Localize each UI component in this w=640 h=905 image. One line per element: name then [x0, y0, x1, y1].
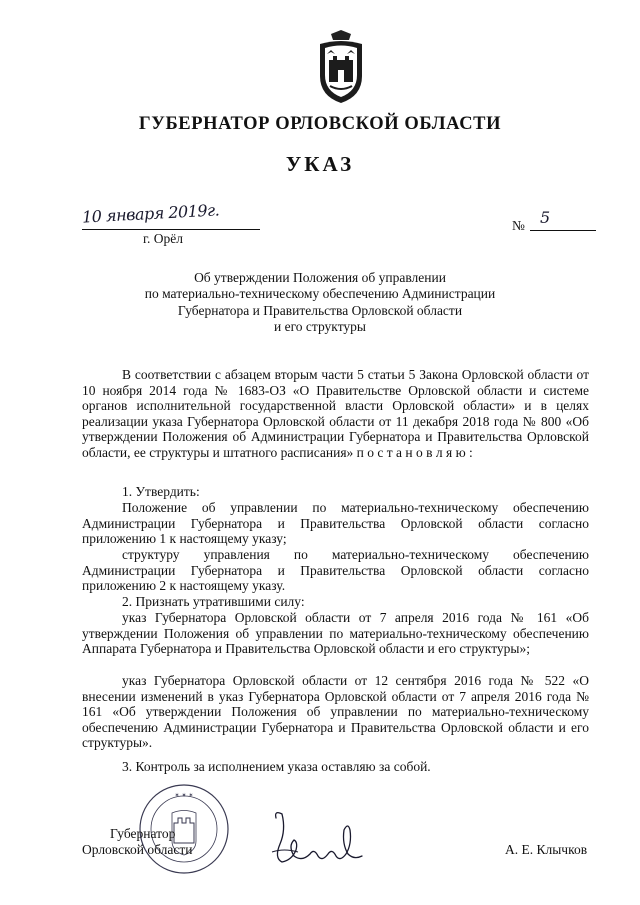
item-1-paragraph-a: Положение об управлении по материально-техническому обеспечению Администрации Губернатора и Правительства Орловской области согласно приложению 1 к настоящему указу;	[82, 500, 589, 547]
number-underline	[530, 230, 596, 231]
item-2-paragraph-a: указ Губернатора Орловской области от 7 апреля 2016 года № 161 «Об утверждении Положения об управлении по материально-техническому обеспечению Аппарата Губернатора и Правительства Орловской области и его структуры»;	[82, 610, 589, 657]
decree-subject	[120, 270, 520, 335]
oryol-coat-of-arms-icon	[316, 30, 366, 104]
subject-line: по материально-техническому обеспечению Администрации	[144, 286, 496, 302]
item-3-paragraph: 3. Контроль за исполнением указа оставляю за собой.	[122, 759, 431, 774]
date-underline	[82, 229, 260, 230]
item-2-paragraph-b: указ Губернатора Орловской области от 12 сентября 2016 года № 522 «О внесении изменений в указ Губернатора Орловской области от 7 апреля 2016 года № 161 «Об утверждении Положения об управлении по материально-техническому обеспечению Администрации Губернатора и Правительства Орловской области и его структуры».	[82, 673, 589, 751]
city-label: г. Орёл	[143, 231, 183, 246]
subject-line: Губернатора и Правительства Орловской области	[177, 302, 463, 318]
signer-name: А. Е. Клычков	[505, 842, 588, 857]
signer-position-line-2: Орловской области	[82, 842, 193, 857]
handwritten-number: 5	[540, 208, 551, 227]
number-label: №	[512, 218, 525, 233]
item-1-paragraph-b: структуру управления по материально-техническому обеспечению Администрации Губернатора и Правительства Орловской области согласно приложению 2 к настоящему указу.	[82, 547, 589, 594]
preamble-paragraph: В соответствии с абзацем вторым части 5 статьи 5 Закона Орловской области от 10 ноября 2014 года № 1683-ОЗ «О Правительстве Орловской области и системе органов исполнительной государственной власти Орловской области» и в целях реализации указа Губернатора Орловской области от 11 декабря 2018 года № 800 «Об утверждении Положения об Администрации Губернатора и Правительства Орловской области, ее структуры и штатного расписания» п о с т а н о в л я ю :	[82, 367, 589, 460]
handwritten-date: 10 января 2019г.	[81, 200, 220, 227]
document-type: УКАЗ	[285, 152, 355, 176]
handwritten-signature-icon	[262, 800, 372, 878]
item-2-heading: 2. Признать утратившими силу:	[122, 594, 305, 609]
authority-title: ГУБЕРНАТОР ОРЛОВСКОЙ ОБЛАСТИ	[138, 114, 502, 134]
item-1-heading: 1. Утвердить:	[122, 484, 200, 499]
subject-line: Об утверждении Положения об управлении	[194, 270, 446, 285]
svg-text:✶ ✶ ✶: ✶ ✶ ✶	[174, 792, 194, 799]
signer-position-line-1: Губернатор	[110, 826, 176, 841]
subject-line: и его структуры	[274, 318, 366, 334]
